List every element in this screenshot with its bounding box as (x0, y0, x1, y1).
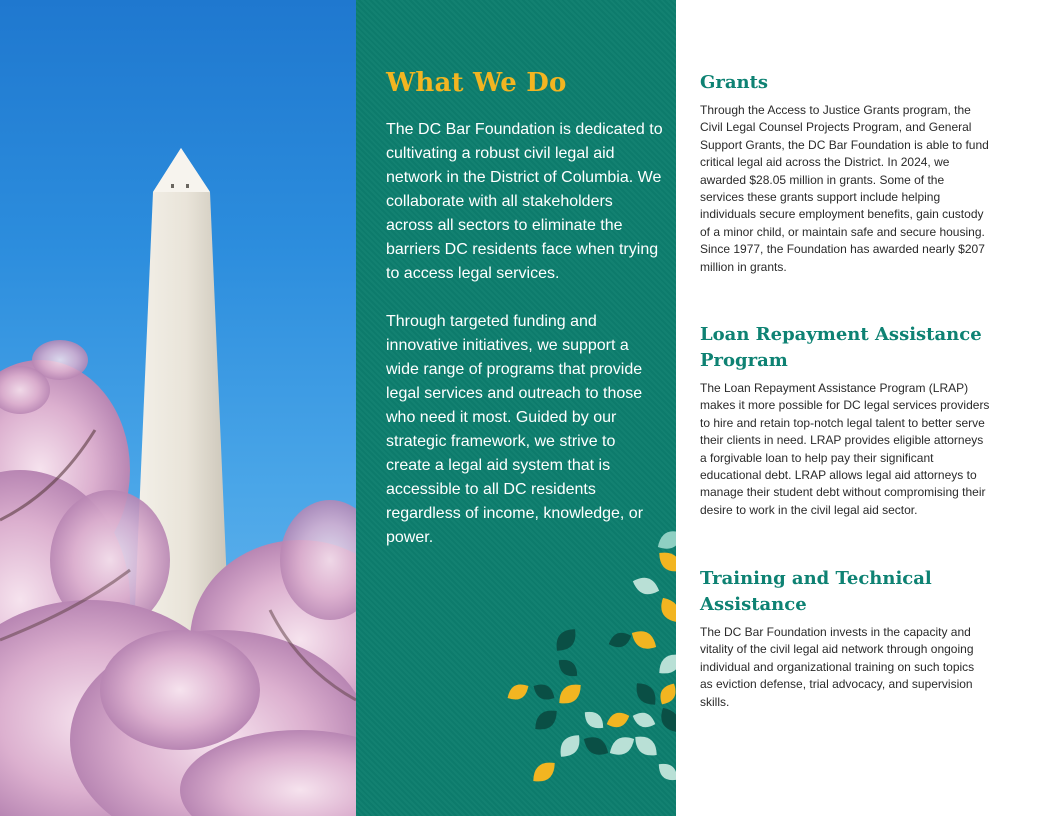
lrap-body: The Loan Repayment Assistance Program (LRAP) makes it more possible for DC legal services providers to hire and retain top-notch legal talent to better serve their clients in need. LRAP provides eligible attorneys a forgivable loan to help pay their significant educational debt. LRAP allows legal aid attorneys to manage their student debt without compromising their desire to work in the civil legal aid sector. (700, 381, 990, 517)
what-we-do-title: What We Do (386, 68, 567, 98)
lrap-section (700, 322, 990, 519)
intro-paragraph: The DC Bar Foundation is dedicated to cultivating a robust civil legal aid network in the District of Columbia. We collaborate with all stakeholders across all sectors to eliminate the barriers DC residents face when trying to access legal services. (386, 121, 663, 282)
grants-body: Through the Access to Justice Grants program, the Civil Legal Counsel Projects Program, and General Support Grants, the DC Bar Foundation is able to fund critical legal aid across the District. In 2024, we awarded $28.05 million in grants. Some of the services these grants support include helping individuals secure employment benefits, gain custody of a minor child, or maintain safe and secure housing. Since 1977, the Foundation has awarded nearly $207 million in grants. (700, 103, 989, 274)
leaf-pattern-decoration (356, 0, 676, 816)
training-body: The DC Bar Foundation invests in the capacity and vitality of the civil legal aid network through ongoing individual and organizational training on such topics as eviction defense, trial advocacy, and supervision skills. (700, 625, 975, 709)
lrap-heading: Loan Repayment Assistance Program (700, 324, 982, 371)
training-section (700, 566, 990, 711)
programs-paragraph: Through targeted funding and innovative initiatives, we support a wide range of programs that provide legal services and outreach to those who need it most. Guided by our strategic framework, we strive to create a legal aid system that is accessible to all DC residents regardless of income, knowledge, or power. (386, 313, 644, 546)
monument-illustration (0, 0, 356, 816)
monument-photo (0, 0, 356, 816)
training-heading: Training and Technical Assistance (700, 568, 932, 615)
grants-section (700, 70, 990, 276)
grants-heading: Grants (700, 72, 769, 93)
what-we-do-panel (356, 0, 676, 816)
